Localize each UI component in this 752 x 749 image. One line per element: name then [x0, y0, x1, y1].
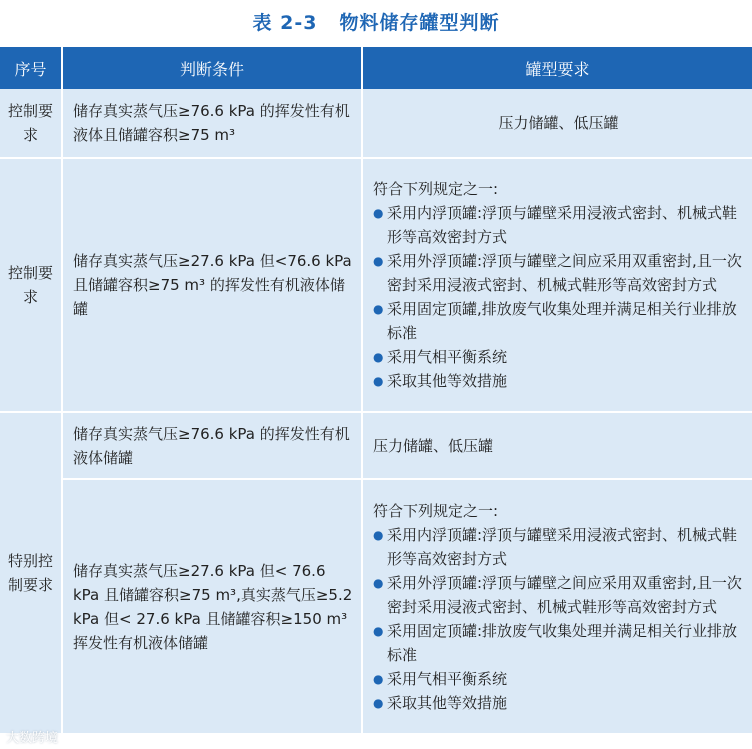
list-item: ● 采用外浮顶罐:浮顶与罐壁之间应采用双重密封,且一次密封采用浸液式密封、机械式鞋形等高效密封方式: [373, 249, 744, 297]
row-requirement: 压力储罐、低压罐: [362, 412, 752, 479]
bullet-icon: ●: [373, 206, 384, 220]
row-category: 控制要求: [0, 89, 62, 158]
list-item: ● 采用固定顶罐:排放废气收集处理并满足相关行业排放标准: [373, 619, 744, 667]
row-condition: 储存真实蒸气压≥27.6 kPa 但< 76.6 kPa 且储罐容积≥75 m³,真实蒸气压≥5.2 kPa 但< 27.6 kPa 且储罐容积≥150 m³ 挥发性有机液体储罐: [62, 479, 362, 734]
requirement-list: [373, 201, 744, 393]
bullet-icon: ●: [373, 527, 384, 542]
bullet-icon: ●: [373, 350, 384, 364]
list-item: ● 采用气相平衡系统: [373, 667, 744, 691]
bullet-icon: ●: [373, 695, 384, 710]
requirement-list: [373, 523, 744, 715]
bullet-icon: ●: [373, 302, 384, 316]
list-item: ● 采用内浮顶罐:浮顶与罐壁采用浸液式密封、机械式鞋形等高效密封方式: [373, 523, 744, 571]
row-condition: 储存真实蒸气压≥76.6 kPa 的挥发性有机液体且储罐容积≥75 m³: [62, 89, 362, 158]
row-category: 控制要求: [0, 158, 62, 412]
row-condition: 储存真实蒸气压≥27.6 kPa 但<76.6 kPa 且储罐容积≥75 m³ 的挥发性有机液体储罐: [62, 158, 362, 412]
bullet-icon: ●: [373, 623, 384, 638]
table-row: [0, 479, 752, 734]
tank-type-table: [0, 47, 752, 735]
table-row: [0, 412, 752, 479]
table-number: 表 2-3: [252, 12, 318, 34]
header-requirement: 罐型要求: [362, 47, 752, 89]
bullet-icon: ●: [373, 671, 384, 686]
list-item: ● 采取其他等效措施: [373, 691, 744, 715]
header-condition: 判断条件: [62, 47, 362, 89]
bullet-icon: ●: [373, 254, 384, 268]
row-requirement: [362, 479, 752, 734]
requirement-lead: 符合下列规定之一:: [373, 501, 499, 520]
header-seq: 序号: [0, 47, 62, 89]
row-requirement: 压力储罐、低压罐: [362, 89, 752, 158]
table-row: [0, 89, 752, 158]
table-row: [0, 158, 752, 412]
watermark: 大数跨境: [6, 731, 59, 746]
row-category: 特别控制要求: [0, 412, 62, 734]
bullet-icon: ●: [373, 374, 384, 388]
list-item: ● 采用内浮顶罐:浮顶与罐壁采用浸液式密封、机械式鞋形等高效密封方式: [373, 201, 744, 249]
requirement-lead: 符合下列规定之一:: [373, 180, 499, 198]
bullet-icon: ●: [373, 575, 384, 590]
table-header-row: [0, 47, 752, 89]
list-item: ● 采用外浮顶罐:浮顶与罐壁之间应采用双重密封,且一次密封采用浸液式密封、机械式鞋形等高效密封方式: [373, 571, 744, 619]
row-condition: 储存真实蒸气压≥76.6 kPa 的挥发性有机液体储罐: [62, 412, 362, 479]
table-title: [0, 8, 752, 38]
list-item: ● 采用气相平衡系统: [373, 345, 744, 369]
table-caption: 物料储存罐型判断: [339, 12, 500, 34]
list-item: ● 采取其他等效措施: [373, 369, 744, 393]
row-requirement: [362, 158, 752, 412]
list-item: ● 采用固定顶罐,排放废气收集处理并满足相关行业排放标准: [373, 297, 744, 345]
